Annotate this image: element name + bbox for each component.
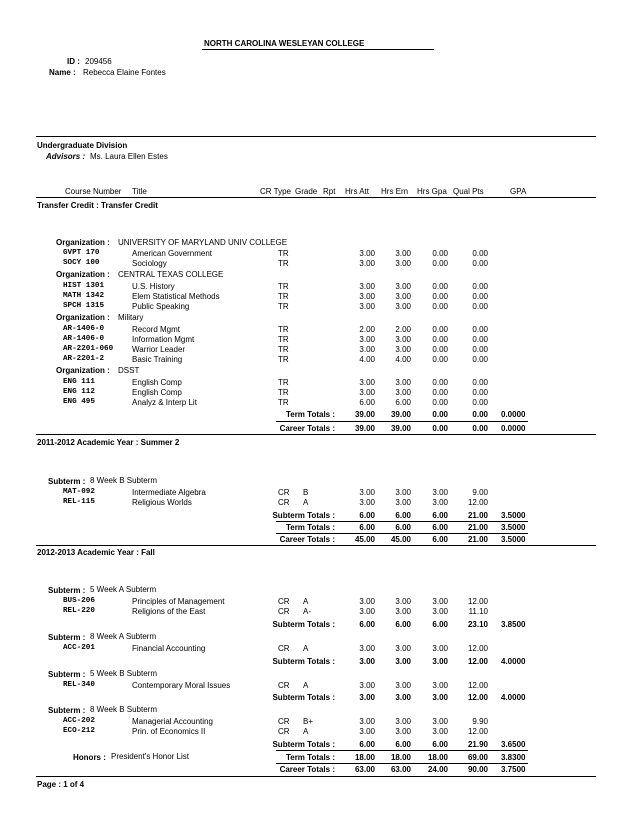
hrs-gpa: 3.00 bbox=[432, 681, 448, 690]
hrs-ern: 3.00 bbox=[395, 335, 411, 344]
hrs-att: 3.00 bbox=[359, 302, 375, 311]
course-number: GVPT 170 bbox=[63, 249, 100, 257]
qual-pts: 0.00 bbox=[472, 410, 488, 419]
col-hrs-gpa: Hrs Gpa bbox=[417, 187, 447, 196]
hrs-gpa: 0.00 bbox=[432, 259, 448, 268]
hrs-gpa: 3.00 bbox=[432, 693, 448, 702]
cr-type: CR bbox=[278, 488, 290, 497]
hrs-att: 18.00 bbox=[354, 753, 375, 762]
hrs-gpa: 0.00 bbox=[432, 302, 448, 311]
subterm-totals-row bbox=[0, 693, 638, 705]
hrs-ern: 3.00 bbox=[395, 249, 411, 258]
hrs-gpa: 6.00 bbox=[432, 511, 448, 520]
cr-type: TR bbox=[278, 282, 289, 291]
hrs-ern: 3.00 bbox=[395, 693, 411, 702]
subterm-label: Subterm : bbox=[48, 477, 86, 486]
course-number: SPCH 1315 bbox=[63, 302, 105, 310]
hrs-ern: 6.00 bbox=[395, 398, 411, 407]
course-number: ACC-201 bbox=[63, 644, 95, 652]
totals-label: Term Totals : bbox=[285, 523, 335, 532]
subterm-label: Subterm : bbox=[48, 670, 86, 679]
course-title: Managerial Accounting bbox=[132, 717, 213, 726]
hrs-gpa: 0.00 bbox=[432, 325, 448, 334]
subterm-totals-row bbox=[0, 657, 638, 669]
course-title: Record Mgmt bbox=[132, 325, 181, 334]
name-label: Name : bbox=[49, 68, 76, 77]
table-row bbox=[0, 607, 638, 617]
table-row bbox=[0, 398, 638, 408]
col-title: Title bbox=[132, 187, 147, 196]
table-row bbox=[0, 717, 638, 727]
page-number: Page : 1 of 4 bbox=[37, 780, 85, 789]
qual-pts: 12.00 bbox=[467, 498, 488, 507]
totals-divider bbox=[276, 521, 528, 522]
course-title: Analyz & Interp Lit bbox=[132, 398, 197, 407]
qual-pts: 12.00 bbox=[467, 727, 488, 736]
course-title: U.S. History bbox=[132, 282, 175, 291]
qual-pts: 0.00 bbox=[472, 302, 488, 311]
hrs-ern: 3.00 bbox=[395, 498, 411, 507]
hrs-ern: 3.00 bbox=[395, 681, 411, 690]
hrs-gpa: 0.00 bbox=[432, 249, 448, 258]
course-number: AR-1406-0 bbox=[63, 335, 105, 343]
hrs-ern: 6.00 bbox=[395, 511, 411, 520]
hrs-att: 3.00 bbox=[359, 607, 375, 616]
cr-type: CR bbox=[278, 597, 290, 606]
gpa-value: 3.5000 bbox=[501, 523, 526, 532]
cr-type: TR bbox=[278, 345, 289, 354]
course-number: AR-1406-0 bbox=[63, 325, 105, 333]
hrs-ern: 39.00 bbox=[390, 410, 411, 419]
subterm-name: 8 Week B Subterm bbox=[90, 476, 157, 485]
section-title-fall: 2012-2013 Academic Year : Fall bbox=[37, 548, 155, 557]
hrs-att: 3.00 bbox=[359, 727, 375, 736]
qual-pts: 23.10 bbox=[467, 620, 488, 629]
hrs-gpa: 0.00 bbox=[432, 388, 448, 397]
hrs-ern: 3.00 bbox=[395, 607, 411, 616]
cr-type: TR bbox=[278, 378, 289, 387]
hrs-gpa: 3.00 bbox=[432, 717, 448, 726]
cr-type: TR bbox=[278, 398, 289, 407]
qual-pts: 0.00 bbox=[472, 292, 488, 301]
hrs-att: 39.00 bbox=[354, 410, 375, 419]
course-title: English Comp bbox=[132, 388, 182, 397]
hrs-ern: 6.00 bbox=[395, 620, 411, 629]
grade: B bbox=[303, 488, 309, 497]
org-label: Organization : bbox=[56, 238, 110, 247]
hrs-ern: 3.00 bbox=[395, 282, 411, 291]
cr-type: TR bbox=[278, 259, 289, 268]
college-underline bbox=[202, 49, 434, 50]
hrs-gpa: 3.00 bbox=[432, 488, 448, 497]
cr-type: CR bbox=[278, 681, 290, 690]
qual-pts: 12.00 bbox=[467, 644, 488, 653]
cr-type: TR bbox=[278, 355, 289, 364]
totals-label: Subterm Totals : bbox=[272, 620, 335, 629]
totals-label: Career Totals : bbox=[279, 535, 335, 544]
course-title: English Comp bbox=[132, 378, 182, 387]
totals-divider bbox=[276, 750, 528, 751]
hrs-att: 3.00 bbox=[359, 693, 375, 702]
course-title: Principles of Management bbox=[132, 597, 225, 606]
qual-pts: 0.00 bbox=[472, 398, 488, 407]
subterm-name: 5 Week B Subterm bbox=[90, 669, 157, 678]
hrs-att: 3.00 bbox=[359, 597, 375, 606]
honors-label: Honors : bbox=[73, 753, 106, 762]
gpa-value: 3.5000 bbox=[501, 511, 526, 520]
totals-divider bbox=[276, 421, 528, 422]
hrs-ern: 3.00 bbox=[395, 388, 411, 397]
hrs-ern: 3.00 bbox=[395, 345, 411, 354]
cr-type: CR bbox=[278, 644, 290, 653]
table-row bbox=[0, 644, 638, 654]
table-row bbox=[0, 292, 638, 302]
totals-label: Subterm Totals : bbox=[272, 511, 335, 520]
qual-pts: 0.00 bbox=[472, 335, 488, 344]
hrs-ern: 3.00 bbox=[395, 302, 411, 311]
qual-pts: 0.00 bbox=[472, 259, 488, 268]
org-name: Military bbox=[118, 313, 144, 322]
qual-pts: 0.00 bbox=[472, 378, 488, 387]
org-name: UNIVERSITY OF MARYLAND UNIV COLLEGE bbox=[118, 238, 288, 247]
course-number: ENG 111 bbox=[63, 378, 95, 386]
hrs-gpa: 3.00 bbox=[432, 597, 448, 606]
grade: A bbox=[303, 644, 309, 653]
subterm-label: Subterm : bbox=[48, 633, 86, 642]
course-number: REL-220 bbox=[63, 607, 95, 615]
table-row bbox=[0, 345, 638, 355]
cr-type: CR bbox=[278, 498, 290, 507]
hrs-att: 3.00 bbox=[359, 488, 375, 497]
cr-type: CR bbox=[278, 717, 290, 726]
course-title: Sociology bbox=[132, 259, 167, 268]
hrs-att: 3.00 bbox=[359, 681, 375, 690]
hrs-gpa: 3.00 bbox=[432, 607, 448, 616]
course-number: ENG 495 bbox=[63, 398, 95, 406]
hrs-gpa: 0.00 bbox=[432, 282, 448, 291]
course-title: Financial Accounting bbox=[132, 644, 206, 653]
divider-top bbox=[36, 136, 596, 137]
col-qual-pts: Qual Pts bbox=[453, 187, 484, 196]
cr-type: TR bbox=[278, 335, 289, 344]
col-course-number: Course Number bbox=[65, 187, 122, 196]
col-hrs-att: Hrs Att bbox=[345, 187, 370, 196]
grade: A bbox=[303, 597, 309, 606]
hrs-gpa: 0.00 bbox=[432, 345, 448, 354]
gpa-value: 3.7500 bbox=[501, 765, 526, 774]
qual-pts: 11.10 bbox=[468, 607, 488, 616]
hrs-att: 6.00 bbox=[359, 620, 375, 629]
section-divider bbox=[36, 434, 596, 435]
course-number: ECO-212 bbox=[63, 727, 95, 735]
qual-pts: 69.00 bbox=[467, 753, 488, 762]
course-title: Intermediate Algebra bbox=[132, 488, 206, 497]
table-row bbox=[0, 259, 638, 269]
hrs-gpa: 0.00 bbox=[432, 378, 448, 387]
table-row bbox=[0, 302, 638, 312]
course-title: Information Mgmt bbox=[132, 335, 195, 344]
course-number: ENG 112 bbox=[63, 388, 95, 396]
col-hrs-ern: Hrs Ern bbox=[381, 187, 409, 196]
totals-divider bbox=[276, 763, 528, 764]
grade: B+ bbox=[303, 717, 314, 726]
hrs-gpa: 18.00 bbox=[427, 753, 448, 762]
subterm-name: 5 Week A Subterm bbox=[90, 585, 157, 594]
hrs-att: 3.00 bbox=[359, 335, 375, 344]
hrs-gpa: 3.00 bbox=[432, 498, 448, 507]
gpa-value: 3.8500 bbox=[501, 620, 526, 629]
hrs-att: 3.00 bbox=[359, 498, 375, 507]
advisors-value: Ms. Laura Ellen Estes bbox=[90, 152, 168, 161]
subterm-label: Subterm : bbox=[48, 706, 86, 715]
org-label: Organization : bbox=[56, 313, 110, 322]
table-row bbox=[0, 597, 638, 607]
course-number: REL-115 bbox=[63, 498, 95, 506]
org-label: Organization : bbox=[56, 366, 110, 375]
cr-type: TR bbox=[278, 292, 289, 301]
hrs-gpa: 6.00 bbox=[432, 535, 448, 544]
hrs-att: 6.00 bbox=[359, 523, 375, 532]
table-row bbox=[0, 355, 638, 365]
subterm-name: 8 Week B Subterm bbox=[90, 705, 157, 714]
course-title: Public Speaking bbox=[132, 302, 190, 311]
course-number: HIST 1301 bbox=[63, 282, 105, 290]
hrs-gpa: 0.00 bbox=[432, 424, 448, 433]
course-number: SOCY 100 bbox=[63, 259, 100, 267]
qual-pts: 21.90 bbox=[467, 740, 488, 749]
hrs-att: 3.00 bbox=[359, 292, 375, 301]
course-title: Religions of the East bbox=[132, 607, 206, 616]
qual-pts: 0.00 bbox=[472, 282, 488, 291]
hrs-ern: 3.00 bbox=[395, 292, 411, 301]
totals-label: Subterm Totals : bbox=[272, 693, 335, 702]
cr-type: CR bbox=[278, 727, 290, 736]
table-row bbox=[0, 727, 638, 737]
hrs-ern: 3.00 bbox=[395, 644, 411, 653]
qual-pts: 0.00 bbox=[472, 355, 488, 364]
hrs-ern: 3.00 bbox=[395, 259, 411, 268]
gpa-value: 3.6500 bbox=[501, 740, 526, 749]
hrs-att: 2.00 bbox=[359, 325, 375, 334]
hrs-att: 6.00 bbox=[359, 398, 375, 407]
totals-label: Subterm Totals : bbox=[272, 657, 335, 666]
gpa-value: 4.0000 bbox=[501, 693, 526, 702]
cr-type: TR bbox=[278, 325, 289, 334]
course-title: Basic Training bbox=[132, 355, 183, 364]
course-title: Prin. of Economics II bbox=[132, 727, 206, 736]
hrs-ern: 3.00 bbox=[395, 657, 411, 666]
hrs-gpa: 0.00 bbox=[432, 292, 448, 301]
hrs-ern: 4.00 bbox=[395, 355, 411, 364]
course-number: MAT-092 bbox=[63, 488, 95, 496]
totals-label: Career Totals : bbox=[279, 424, 335, 433]
col-grade: Grade bbox=[295, 187, 318, 196]
cr-type: TR bbox=[278, 249, 289, 258]
course-number: REL-340 bbox=[63, 681, 95, 689]
section-title-transfer: Transfer Credit : Transfer Credit bbox=[37, 201, 158, 210]
gpa-value: 0.0000 bbox=[501, 424, 526, 433]
table-row bbox=[0, 498, 638, 508]
hrs-ern: 2.00 bbox=[395, 325, 411, 334]
id-label: ID : bbox=[67, 57, 80, 66]
totals-label: Subterm Totals : bbox=[272, 740, 335, 749]
hrs-att: 3.00 bbox=[359, 717, 375, 726]
hrs-att: 3.00 bbox=[359, 388, 375, 397]
hrs-att: 6.00 bbox=[359, 511, 375, 520]
totals-label: Term Totals : bbox=[285, 753, 335, 762]
hrs-gpa: 0.00 bbox=[432, 398, 448, 407]
section-divider bbox=[36, 545, 596, 546]
hrs-att: 3.00 bbox=[359, 282, 375, 291]
hrs-gpa: 3.00 bbox=[432, 644, 448, 653]
hrs-att: 6.00 bbox=[359, 740, 375, 749]
grade: A bbox=[303, 727, 309, 736]
course-title: Warrior Leader bbox=[132, 345, 186, 354]
hrs-gpa: 3.00 bbox=[432, 727, 448, 736]
division-title: Undergraduate Division bbox=[37, 141, 128, 150]
hrs-gpa: 6.00 bbox=[432, 740, 448, 749]
qual-pts: 0.00 bbox=[472, 325, 488, 334]
hrs-ern: 39.00 bbox=[390, 424, 411, 433]
col-gpa: GPA bbox=[510, 187, 527, 196]
hrs-ern: 3.00 bbox=[395, 378, 411, 387]
hrs-att: 3.00 bbox=[359, 259, 375, 268]
course-number: AR-2201-2 bbox=[63, 355, 105, 363]
cr-type: TR bbox=[278, 302, 289, 311]
course-title: American Government bbox=[132, 249, 213, 258]
hrs-ern: 63.00 bbox=[390, 765, 411, 774]
name-value: Rebecca Elaine Fontes bbox=[83, 68, 166, 77]
table-row bbox=[0, 282, 638, 292]
org-name: DSST bbox=[118, 366, 140, 375]
qual-pts: 9.90 bbox=[472, 717, 488, 726]
hrs-ern: 3.00 bbox=[395, 597, 411, 606]
hrs-att: 45.00 bbox=[354, 535, 375, 544]
gpa-value: 4.0000 bbox=[501, 657, 526, 666]
subterm-totals-row bbox=[0, 620, 638, 632]
advisors-label: Advisors : bbox=[46, 152, 86, 161]
subterm-label: Subterm : bbox=[48, 586, 86, 595]
qual-pts: 21.00 bbox=[467, 511, 488, 520]
gpa-value: 3.8300 bbox=[501, 753, 526, 762]
column-header-line bbox=[36, 197, 596, 198]
hrs-ern: 3.00 bbox=[395, 488, 411, 497]
hrs-ern: 18.00 bbox=[390, 753, 411, 762]
table-row bbox=[0, 388, 638, 398]
qual-pts: 12.00 bbox=[467, 693, 488, 702]
table-row bbox=[0, 325, 638, 335]
grade: A bbox=[303, 498, 309, 507]
hrs-gpa: 6.00 bbox=[432, 523, 448, 532]
course-title: Contemporary Moral Issues bbox=[132, 681, 231, 690]
course-number: ACC-202 bbox=[63, 717, 95, 725]
hrs-gpa: 3.00 bbox=[432, 657, 448, 666]
qual-pts: 21.00 bbox=[467, 523, 488, 532]
section-title-summer: 2011-2012 Academic Year : Summer 2 bbox=[37, 438, 180, 447]
gpa-value: 0.0000 bbox=[501, 410, 526, 419]
hrs-gpa: 24.00 bbox=[427, 765, 448, 774]
course-number: AR-2201-060 bbox=[63, 345, 114, 353]
honors-value: President's Honor List bbox=[111, 752, 190, 761]
qual-pts: 21.00 bbox=[467, 535, 488, 544]
subterm-name: 8 Week A Subterm bbox=[90, 632, 157, 641]
cr-type: CR bbox=[278, 607, 290, 616]
hrs-att: 4.00 bbox=[359, 355, 375, 364]
org-label: Organization : bbox=[56, 270, 110, 279]
col-cr-type: CR Type bbox=[260, 187, 291, 196]
hrs-gpa: 6.00 bbox=[432, 620, 448, 629]
course-number: BUS-206 bbox=[63, 597, 95, 605]
hrs-gpa: 0.00 bbox=[432, 410, 448, 419]
totals-label: Career Totals : bbox=[279, 765, 335, 774]
col-rpt: Rpt bbox=[323, 187, 336, 196]
college-name: NORTH CAROLINA WESLEYAN COLLEGE bbox=[204, 39, 365, 48]
totals-divider bbox=[276, 533, 528, 534]
hrs-gpa: 0.00 bbox=[432, 355, 448, 364]
totals-label: Term Totals : bbox=[285, 410, 335, 419]
qual-pts: 12.00 bbox=[467, 681, 488, 690]
grade: A bbox=[303, 681, 309, 690]
course-title: Religious Worlds bbox=[132, 498, 192, 507]
table-row bbox=[0, 378, 638, 388]
qual-pts: 12.00 bbox=[467, 597, 488, 606]
footer-divider bbox=[36, 776, 596, 777]
hrs-att: 3.00 bbox=[359, 644, 375, 653]
hrs-ern: 6.00 bbox=[395, 523, 411, 532]
hrs-att: 63.00 bbox=[354, 765, 375, 774]
hrs-ern: 3.00 bbox=[395, 727, 411, 736]
qual-pts: 12.00 bbox=[467, 657, 488, 666]
qual-pts: 0.00 bbox=[472, 388, 488, 397]
table-row bbox=[0, 681, 638, 691]
table-row bbox=[0, 249, 638, 259]
cr-type: TR bbox=[278, 388, 289, 397]
hrs-ern: 45.00 bbox=[390, 535, 411, 544]
qual-pts: 0.00 bbox=[472, 424, 488, 433]
hrs-gpa: 0.00 bbox=[432, 335, 448, 344]
grade: A- bbox=[303, 607, 311, 616]
hrs-att: 3.00 bbox=[359, 345, 375, 354]
hrs-ern: 6.00 bbox=[395, 740, 411, 749]
hrs-att: 39.00 bbox=[354, 424, 375, 433]
table-row bbox=[0, 335, 638, 345]
org-name: CENTRAL TEXAS COLLEGE bbox=[118, 270, 224, 279]
hrs-att: 3.00 bbox=[359, 378, 375, 387]
id-value: 209456 bbox=[85, 57, 112, 66]
course-title: Elem Statistical Methods bbox=[132, 292, 220, 301]
gpa-value: 3.5000 bbox=[501, 535, 526, 544]
table-row bbox=[0, 488, 638, 498]
course-number: MATH 1342 bbox=[63, 292, 105, 300]
hrs-att: 3.00 bbox=[359, 657, 375, 666]
qual-pts: 0.00 bbox=[472, 345, 488, 354]
hrs-ern: 3.00 bbox=[395, 717, 411, 726]
qual-pts: 90.00 bbox=[467, 765, 488, 774]
hrs-att: 3.00 bbox=[359, 249, 375, 258]
qual-pts: 9.00 bbox=[472, 488, 488, 497]
qual-pts: 0.00 bbox=[472, 249, 488, 258]
